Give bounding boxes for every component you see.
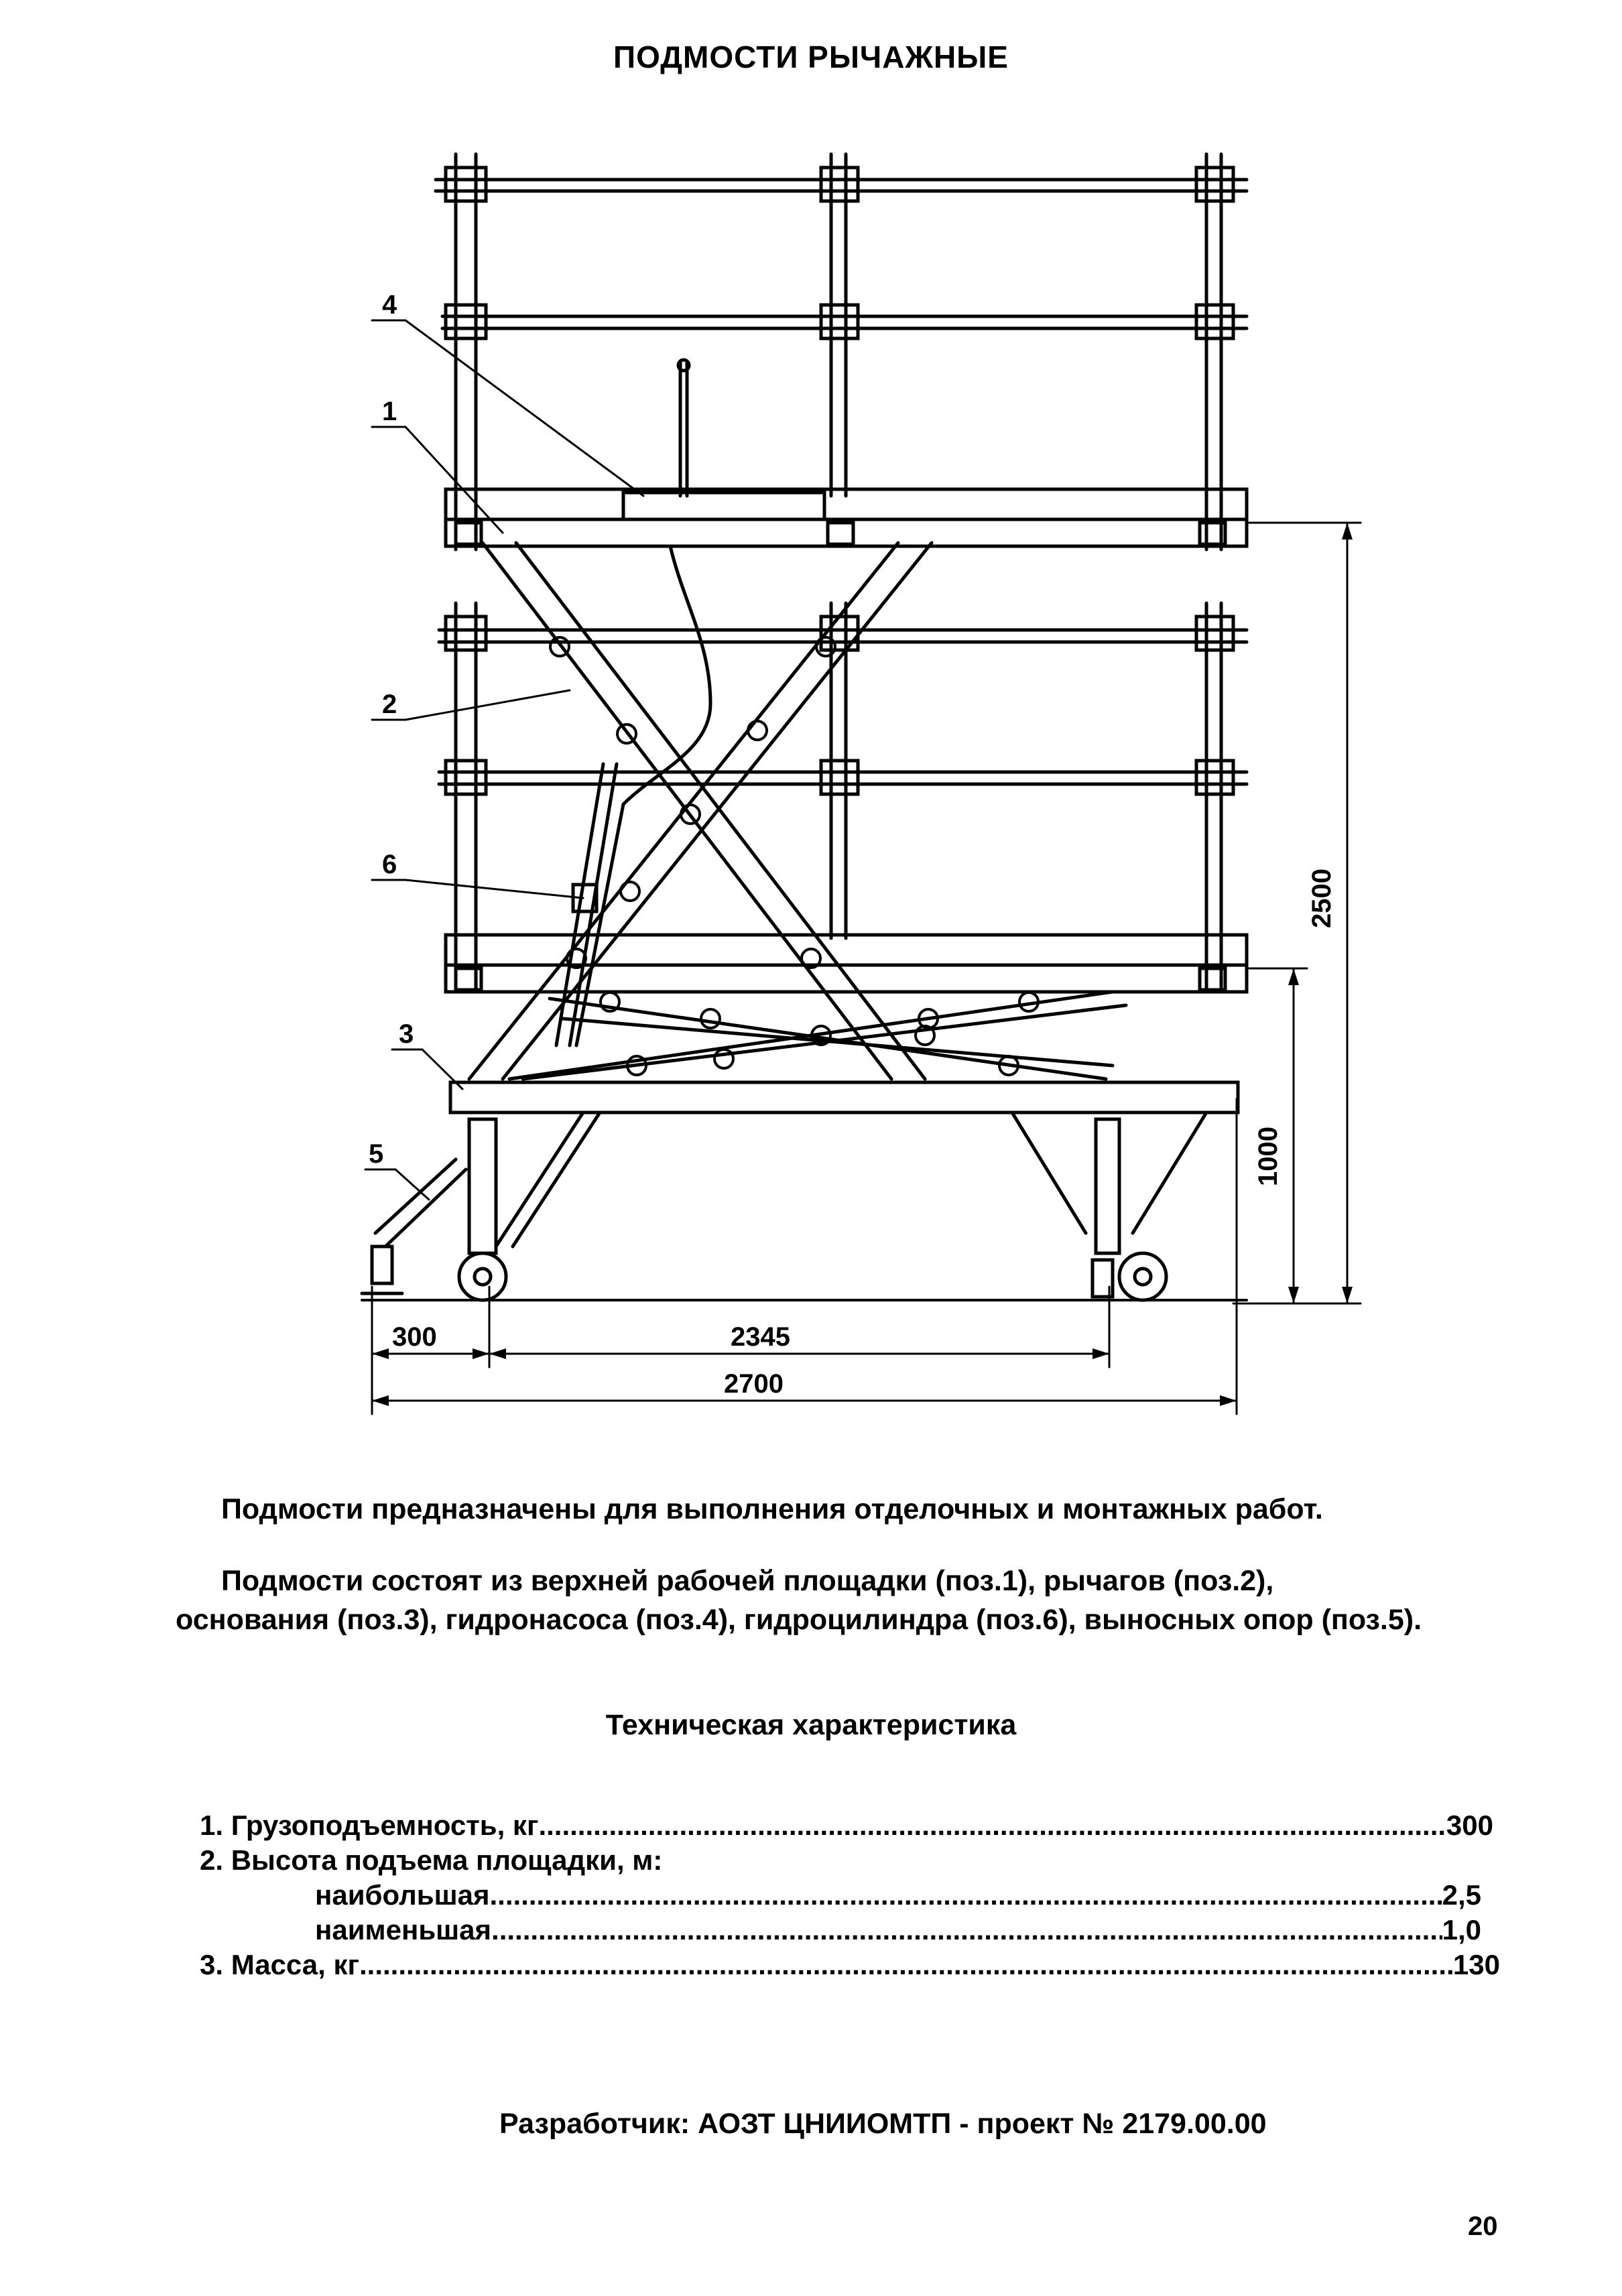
- spec-value: 1,0: [1442, 1914, 1481, 1946]
- callout-2: 2: [382, 690, 397, 719]
- spec-value: 300: [1446, 1809, 1493, 1841]
- spec-row-mass: [200, 1949, 1500, 1981]
- spec-row-min-height: [315, 1914, 1481, 1946]
- callout-6: 6: [382, 850, 397, 879]
- spec-label: 2. Высота подъема площадки, м:: [200, 1844, 663, 1876]
- callout-4: 4: [382, 290, 397, 320]
- callout-5: 5: [369, 1139, 384, 1169]
- callout-3: 3: [399, 1019, 414, 1049]
- page-number: 20: [1468, 2212, 1498, 2241]
- composition-text-line2: основания (поз.3), гидронасоса (поз.4), гидроцилиндра (поз.6), выносных опор (поз.5).: [176, 1604, 1422, 1636]
- spec-label: 3. Масса, кг: [200, 1949, 359, 1980]
- dim-overall-length: 2700: [724, 1369, 784, 1399]
- developer-info: Разработчик: АОЗТ ЦНИИОМТП - проект № 2179.00.00: [499, 2108, 1267, 2140]
- dim-outrigger-offset: 300: [392, 1322, 437, 1352]
- dim-wheel-base: 2345: [731, 1322, 790, 1352]
- specs-heading: Техническая характеристика: [605, 1709, 1017, 1741]
- spec-value: 130: [1452, 1949, 1500, 1980]
- spec-value: 2,5: [1442, 1879, 1481, 1911]
- spec-row-max-height: [315, 1879, 1481, 1911]
- upper-work-platform: [446, 489, 1247, 546]
- spec-label: наименьшая: [315, 1914, 492, 1946]
- dim-height-min: 1000: [1253, 1127, 1283, 1186]
- scissor-levers: [469, 543, 1126, 1079]
- page-title: ПОДМОСТИ РЫЧАЖНЫЕ: [613, 40, 1009, 74]
- callout-1: 1: [382, 397, 397, 426]
- wheels: [459, 1253, 1166, 1300]
- composition-text-line1: Подмости состоят из верхней рабочей площадки (поз.1), рычагов (поз.2),: [221, 1565, 1274, 1597]
- spec-label: 1. Грузоподъемность, кг: [200, 1809, 539, 1841]
- base-frame: [450, 1082, 1238, 1253]
- spec-row-lift-height: [200, 1844, 662, 1876]
- spec-row-capacity: [200, 1809, 1493, 1842]
- spec-label: наибольшая: [315, 1879, 490, 1911]
- hydraulic-pump: [623, 360, 824, 519]
- dim-height-max: 2500: [1307, 869, 1336, 928]
- purpose-text: Подмости предназначены для выполнения отделочных и монтажных работ.: [221, 1493, 1323, 1525]
